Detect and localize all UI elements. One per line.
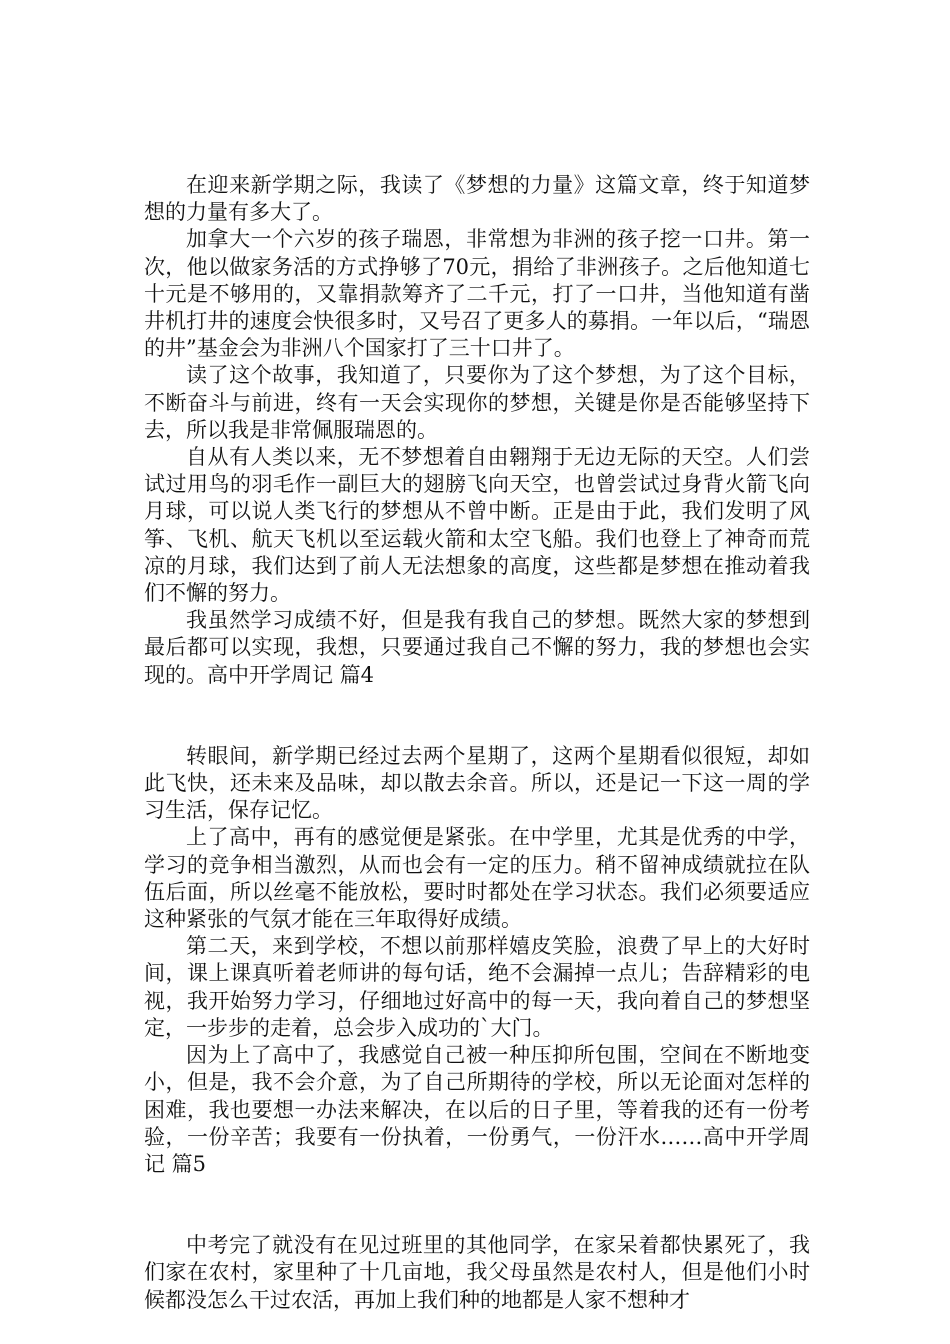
paragraph-8: 第二天，来到学校，不想以前那样嬉皮笑脸，浪费了早上的大好时间，课上课真听着老师讲的每句话，绝不会漏掉一点儿；告辞精彩的电视，我开始努力学习，仔细地过好高中的每一天，我向着自己的梦想坚定，一步步的走着，总会步入成功的`大门。	[144, 934, 810, 1040]
paragraph-4: 自从有人类以来，无不梦想着自由翱翔于无边无际的天空。人们尝试过用鸟的羽毛作一副巨大的翅膀飞向天空，也曾尝试过身背火箭飞向月球，可以说人类飞行的梦想从不曾中断。正是由于此，我们发明了风筝、飞机、航天飞机以至运载火箭和太空飞船。我们也登上了神奇而荒凉的月球，我们达到了前人无法想象的高度，这些都是梦想在推动着我们不懈的努力。	[144, 445, 810, 606]
paragraph-3: 读了这个故事，我知道了，只要你为了这个梦想，为了这个目标，不断奋斗与前进，终有一天会实现你的梦想，关键是你是否能够坚持下去，所以我是非常佩服瑞恩的。	[144, 363, 810, 442]
paragraph-5: 我虽然学习成绩不好，但是我有我自己的梦想。既然大家的梦想到最后都可以实现，我想，只要通过我自己不懈的努力，我的梦想也会实现的。高中开学周记 篇4	[144, 608, 810, 687]
paragraph-9: 因为上了高中了，我感觉自己被一种压抑所包围，空间在不断地变小，但是，我不会介意，为了自己所期待的学校，所以无论面对怎样的困难，我也要想一办法来解决，在以后的日子里，等着我的还有一份考验，一份辛苦；我要有一份执着，一份勇气，一份汗水……高中开学周记 篇5	[144, 1043, 810, 1176]
section-gap-1	[144, 689, 810, 743]
paragraph-6: 转眼间，新学期已经过去两个星期了，这两个星期看似很短，却如此飞快，还未来及品味，却以散去余音。所以，还是记一下这一周的学习生活，保存记忆。	[144, 743, 810, 823]
document-body	[144, 172, 810, 1314]
paragraph-2: 加拿大一个六岁的孩子瑞恩，非常想为非洲的孩子挖一口井。第一次，他以做家务活的方式挣够了70元，捐给了非洲孩子。之后他知道七十元是不够用的，又靠捐款筹齐了二千元，打了一口井，当他知道有凿井机打井的速度会快很多时，又号召了更多人的募捐。一年以后，“瑞恩的井”基金会为非洲八个国家打了三十口井了。	[144, 227, 810, 361]
paragraph-1: 在迎来新学期之际，我读了《梦想的力量》这篇文章，终于知道梦想的力量有多大了。	[144, 173, 810, 225]
section-gap-2	[144, 1178, 810, 1232]
paragraph-7: 上了高中，再有的感觉便是紧张。在中学里，尤其是优秀的中学，学习的竞争相当激烈，从而也会有一定的压力。稍不留神成绩就拉在队伍后面，所以丝毫不能放松，要时时都处在学习状态。我们必须要适应这种紧张的气氛才能在三年取得好成绩。	[144, 825, 810, 932]
paragraph-10: 中考完了就没有在见过班里的其他同学，在家呆着都快累死了，我们家在农村，家里种了十几亩地，我父母虽然是农村人，但是他们小时候都没怎么干过农活，再加上我们种的地都是人家不想种才	[144, 1233, 810, 1312]
